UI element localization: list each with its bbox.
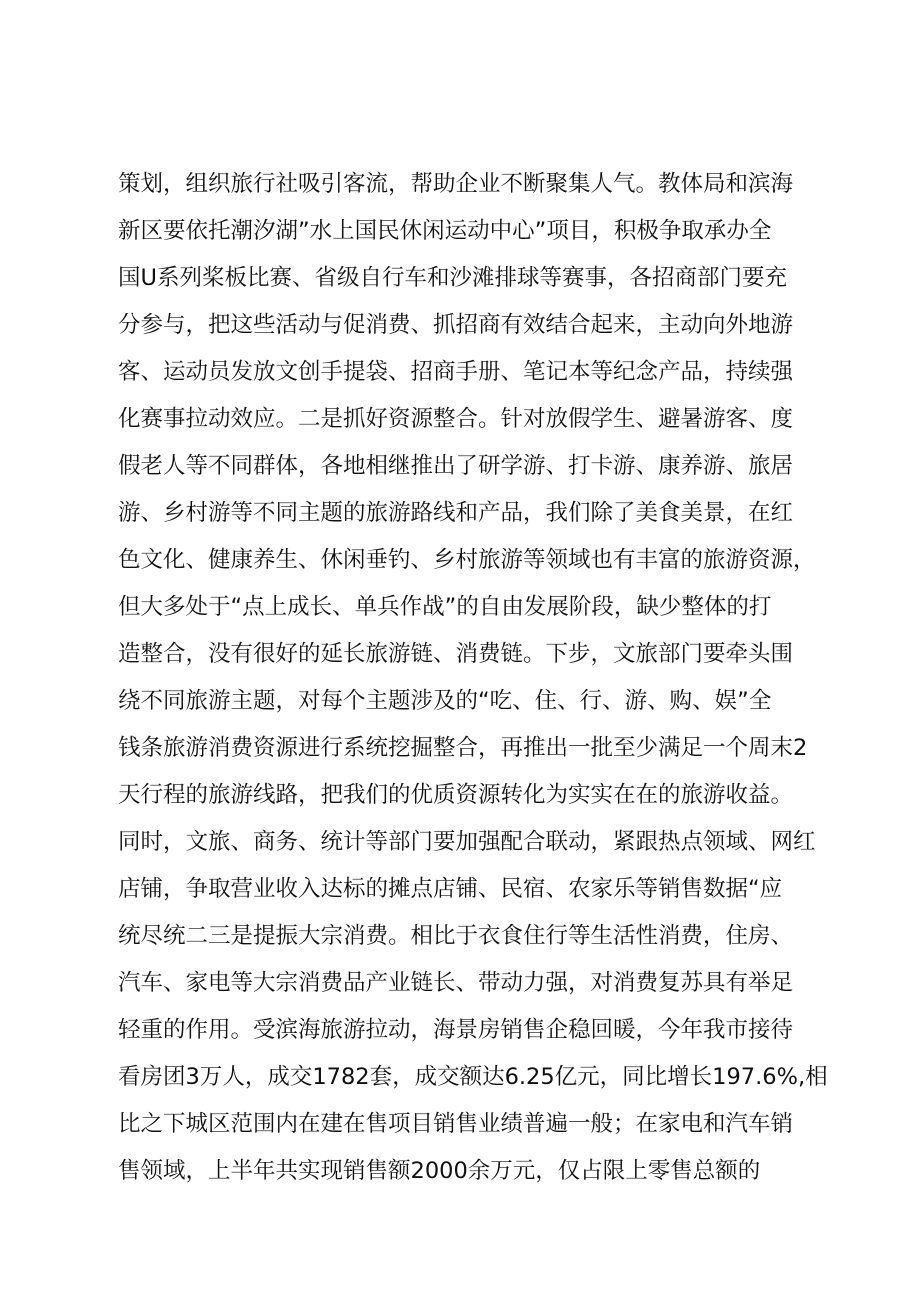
text-line: 化赛事拉动效应。二是抓好资源整合。针对放假学生、避暑游客、度	[118, 406, 794, 432]
text-line: 分参与，把这些活动与促消费、抓招商有效结合起来，主动向外地游	[118, 312, 794, 338]
text-line: 轻重的作用。受滨海旅游拉动，海景房销售企稳回暖，今年我市接待	[118, 1017, 794, 1043]
text-line: 色文化、健康养生、休闲垂钓、乡村旅游等领域也有丰富的旅游资源，	[118, 547, 816, 573]
text-line: 假老人等不同群体，各地相继推出了研学游、打卡游、康养游、旅居	[118, 453, 794, 479]
text-line: 同时，文旅、商务、统计等部门要加强配合联动，紧跟热点领域、网红	[118, 829, 816, 855]
text-line: 游、乡村游等不同主题的旅游路线和产品，我们除了美食美景，在红	[118, 500, 794, 526]
text-line: 售领域，上半年共实现销售额2000余万元，仅占限上零售总额的	[118, 1158, 761, 1184]
text-line: 造整合，没有很好的延长旅游链、消费链。下步，文旅部门要牵头围	[118, 641, 794, 667]
text-line: 绕不同旅游主题，对每个主题涉及的“吃、住、行、游、购、娱”全	[118, 688, 772, 714]
text-line: 钱条旅游消费资源进行系统挖掘整合，再推出一批至少满足一个周末2	[118, 735, 808, 761]
text-line: 看房团3万人，成交1782套，成交额达6.25亿元，同比增长197.6%,相	[118, 1064, 828, 1090]
text-line: 但大多处于“点上成长、单兵作战”的自由发展阶段，缺少整体的打	[118, 594, 772, 620]
text-line: 国U系列桨板比赛、省级自行车和沙滩排球等赛事，各招商部门要充	[118, 265, 787, 291]
text-line: 店铺，争取营业收入达标的摊点店铺、民宿、农家乐等销售数据“应	[118, 876, 783, 902]
text-line: 比之下城区范围内在建在售项目销售业绩普遍一般；在家电和汽车销	[118, 1111, 794, 1137]
text-line: 新区要依托潮汐湖”水上国民休闲运动中心”项目，积极争取承办全	[118, 218, 772, 244]
text-line: 策划，组织旅行社吸引客流，帮助企业不断聚集人气。教体局和滨海	[118, 171, 794, 197]
text-line: 统尽统二三是提振大宗消费。相比于衣食住行等生活性消费，住房、	[118, 923, 794, 949]
text-line: 天行程的旅游线路，把我们的优质资源转化为实实在在的旅游收益。	[118, 782, 794, 808]
text-line: 客、运动员发放文创手提袋、招商手册、笔记本等纪念产品，持续强	[118, 359, 794, 385]
text-line: 汽车、家电等大宗消费品产业链长、带动力强，对消费复苏具有举足	[118, 970, 794, 996]
body-text	[118, 161, 828, 1195]
